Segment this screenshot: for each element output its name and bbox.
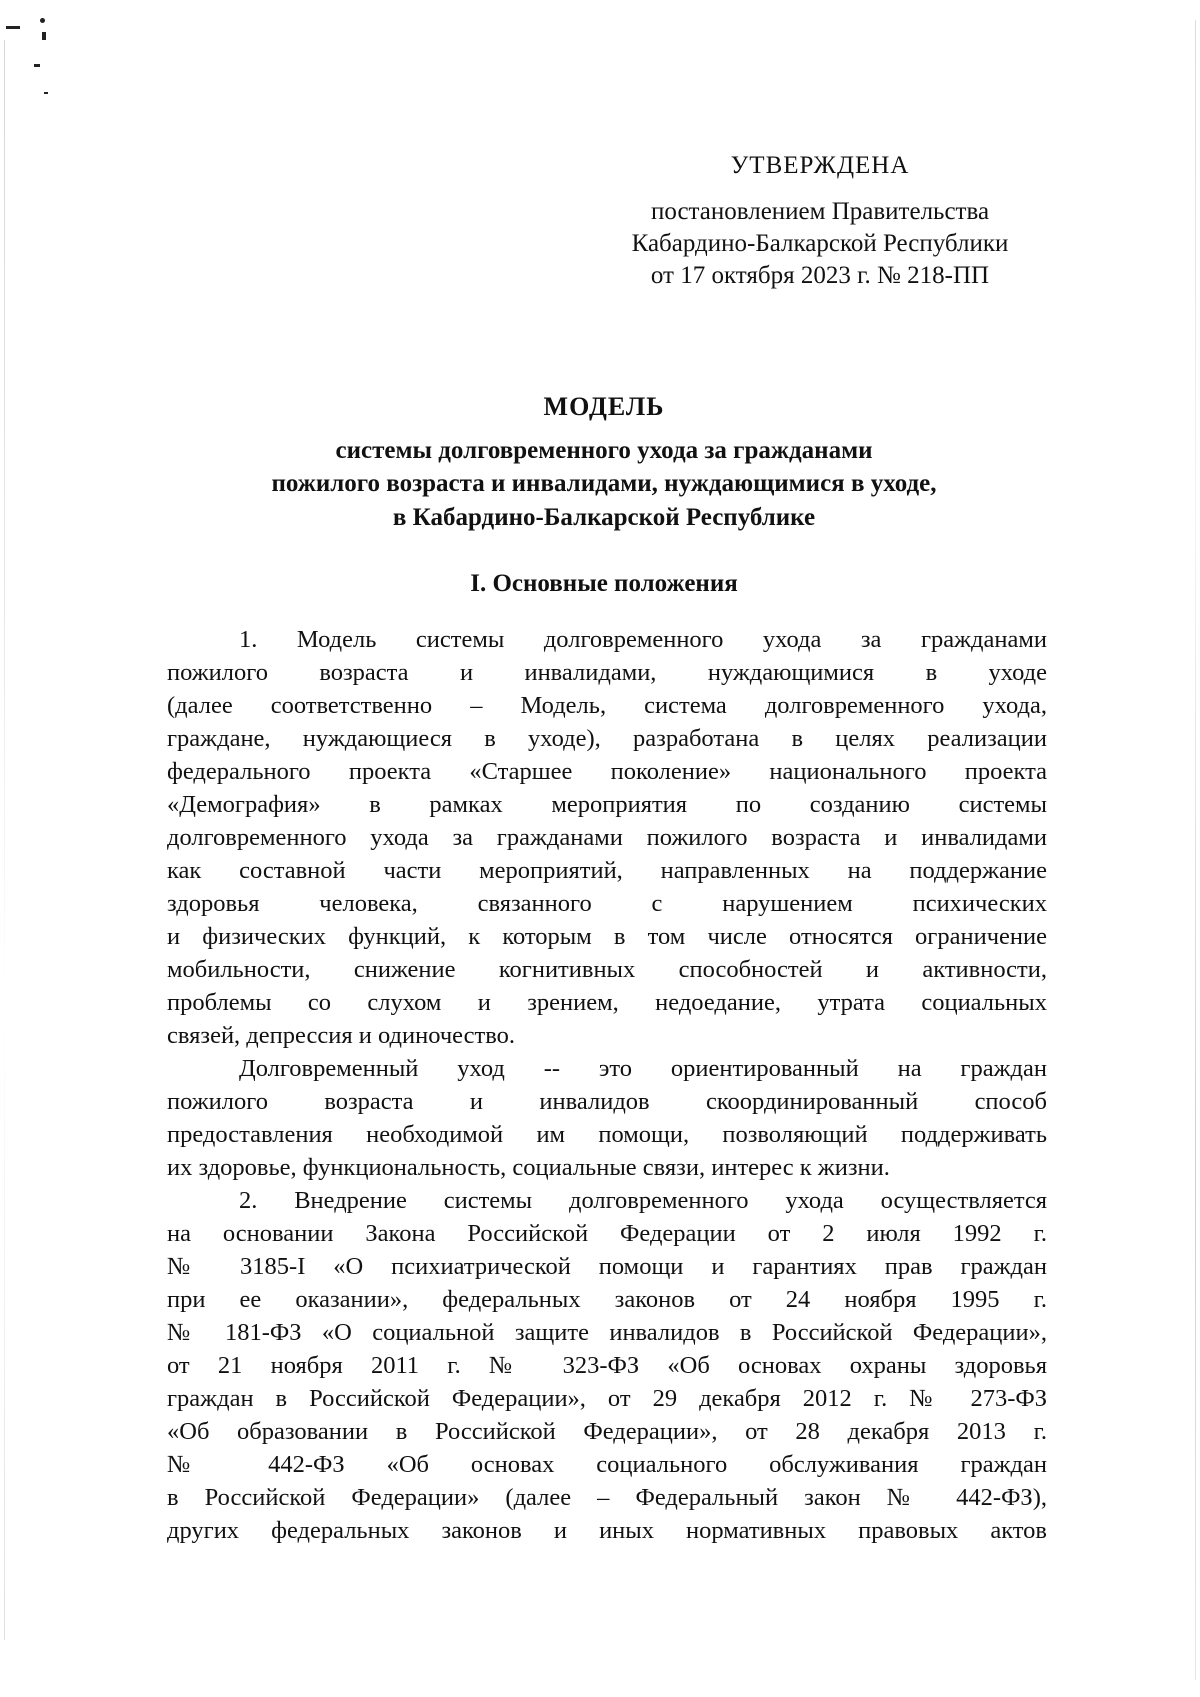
scan-mark	[44, 92, 48, 94]
body-line: и физических функций, к которым в том числе относятся ограничение	[167, 923, 1047, 950]
body-line: проблемы со слухом и зрением, недоедание, утрата социальных	[167, 989, 1047, 1016]
body-line: при ее оказании», федеральных законов от 24 ноября 1995 г.	[167, 1286, 1047, 1313]
section-title: I. Основные положения	[470, 570, 738, 597]
body-line: долговременного ухода за гражданами пожилого возраста и инвалидами	[167, 824, 1047, 851]
body-line: предоставления необходимой им помощи, позволяющий поддерживать	[167, 1121, 1047, 1148]
body-line: здоровья человека, связанного с нарушением психических	[167, 890, 1047, 917]
body-line: граждан в Российской Федерации», от 29 декабря 2012 г. № 273-ФЗ	[167, 1385, 1047, 1412]
scan-edge-right	[1195, 20, 1196, 1680]
body-line: пожилого возраста и инвалидами, нуждающимися в уходе	[167, 659, 1047, 686]
scan-mark	[40, 18, 45, 23]
scan-edge-left	[4, 40, 5, 1640]
body-line: федерального проекта «Старшее поколение» национального проекта	[167, 758, 1047, 785]
scan-mark	[6, 26, 20, 29]
document-subtitle-line: пожилого возраста и инвалидами, нуждающимися в уходе,	[271, 470, 937, 497]
scan-mark	[42, 32, 46, 40]
body-line: № 3185-I «О психиатрической помощи и гарантиях прав граждан	[167, 1253, 1047, 1280]
approval-line: от 17 октября 2023 г. № 218-ПП	[650, 262, 990, 289]
body-line: мобильности, снижение когнитивных способностей и активности,	[167, 956, 1047, 983]
approval-line: постановлением Правительства	[650, 198, 990, 225]
body-line: (далее соответственно – Модель, система долговременного ухода,	[167, 692, 1047, 719]
body-line: в Российской Федерации» (далее – Федеральный закон № 442-ФЗ),	[167, 1484, 1047, 1511]
body-line: пожилого возраста и инвалидов скоординированный способ	[167, 1088, 1047, 1115]
body-line: связей, депрессия и одиночество.	[167, 1022, 515, 1049]
body-line: «Об образовании в Российской Федерации», от 28 декабря 2013 г.	[167, 1418, 1047, 1445]
body-line: 1. Модель системы долговременного ухода за гражданами	[239, 626, 1047, 653]
body-line: № 442-ФЗ «Об основах социального обслуживания граждан	[167, 1451, 1047, 1478]
body-line: других федеральных законов и иных нормативных правовых актов	[167, 1517, 1047, 1544]
body-line: как составной части мероприятий, направленных на поддержание	[167, 857, 1047, 884]
document-subtitle-line: системы долговременного ухода за гражданами	[335, 437, 873, 464]
approval-title: УТВЕРЖДЕНА	[730, 152, 910, 179]
body-line: граждане, нуждающиеся в уходе), разработана в целях реализации	[167, 725, 1047, 752]
document-subtitle-line: в Кабардино-Балкарской Республике	[392, 504, 816, 531]
body-line: Долговременный уход -- это ориентированный на граждан	[239, 1055, 1047, 1082]
body-line: 2. Внедрение системы долговременного ухода осуществляется	[239, 1187, 1047, 1214]
body-line: от 21 ноября 2011 г. № 323-ФЗ «Об основах охраны здоровья	[167, 1352, 1047, 1379]
body-line: «Демография» в рамках мероприятия по созданию системы	[167, 791, 1047, 818]
body-line: на основании Закона Российской Федерации от 2 июля 1992 г.	[167, 1220, 1047, 1247]
approval-block	[580, 0, 1060, 300]
body-line: их здоровье, функциональность, социальные связи, интерес к жизни.	[167, 1154, 890, 1181]
scan-mark	[34, 64, 40, 67]
body-line: № 181-ФЗ «О социальной защите инвалидов в Российской Федерации»,	[167, 1319, 1047, 1346]
approval-line: Кабардино-Балкарской Республики	[631, 230, 1009, 257]
document-title: МОДЕЛЬ	[543, 392, 665, 421]
